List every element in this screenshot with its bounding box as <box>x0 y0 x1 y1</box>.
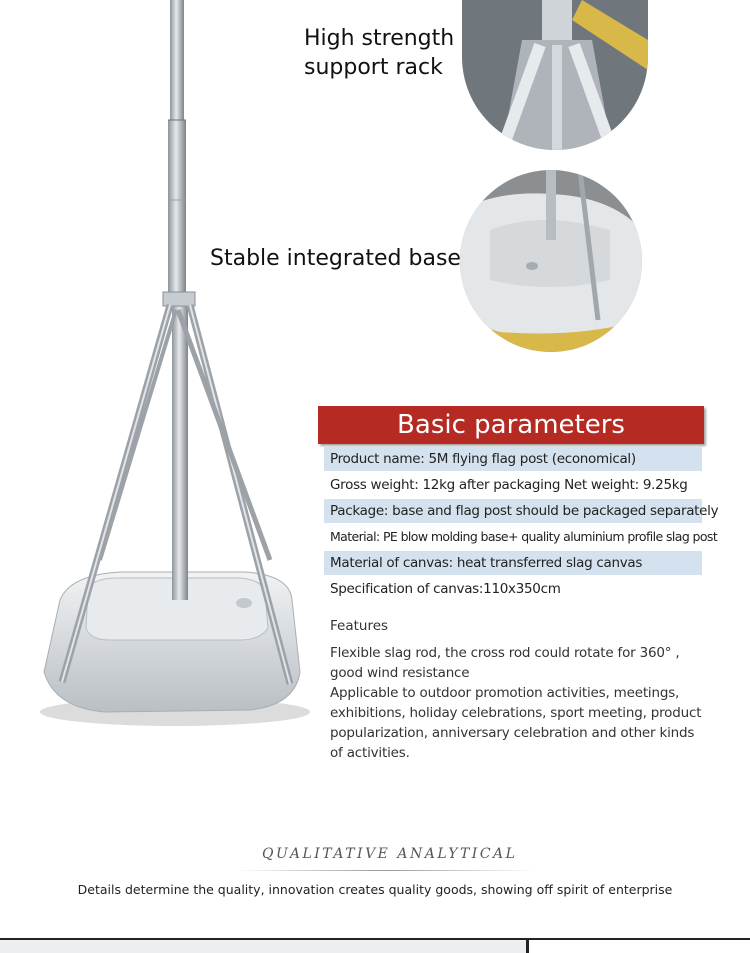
feature-line: popularization, anniversary celebration and other kinds <box>330 725 695 741</box>
flag-pole-product-image <box>0 0 320 740</box>
param-row-canvas-spec: Specification of canvas:110x350cm <box>330 581 561 597</box>
feature-line: Applicable to outdoor promotion activities, meetings, <box>330 685 680 701</box>
param-row-canvas-material: Material of canvas: heat transferred slag canvas <box>324 551 702 575</box>
feature-line: of activities. <box>330 745 410 761</box>
features-heading: Features <box>330 618 389 634</box>
feature-item-applications <box>330 683 720 763</box>
support-rack-callout-line-2: support rack <box>304 55 443 80</box>
heading-divider <box>236 870 536 871</box>
integrated-base-detail-image <box>460 170 642 352</box>
feature-line: Flexible slag rod, the cross rod could rotate for 360° , <box>330 645 680 661</box>
feature-item-rotation <box>330 643 720 683</box>
param-row-package: Package: base and flag post should be packaged separately <box>324 499 702 523</box>
footer-tagline: Details determine the quality, innovation creates quality goods, showing off spirit of enterprise <box>77 882 673 897</box>
base-callout: Stable integrated base <box>210 246 461 271</box>
param-row-product-name: Product name: 5M flying flag post (economical) <box>324 447 702 471</box>
feature-line: exhibitions, holiday celebrations, sport meeting, product <box>330 705 702 721</box>
feature-line: good wind resistance <box>330 665 470 681</box>
support-rack-callout <box>304 24 454 82</box>
support-rack-callout-line-1: High strength <box>304 26 455 51</box>
param-row-weight: Gross weight: 12kg after packaging Net weight: 9.25kg <box>330 477 688 493</box>
qualitative-analytical-heading: QUALITATIVE ANALYTICAL <box>262 846 518 862</box>
parameters-title: Basic parameters <box>318 406 704 444</box>
bottom-image-strip <box>0 938 750 953</box>
param-row-material: Material: PE blow molding base+ quality aluminium profile slag post <box>330 529 718 544</box>
support-rack-detail-image <box>462 0 648 150</box>
